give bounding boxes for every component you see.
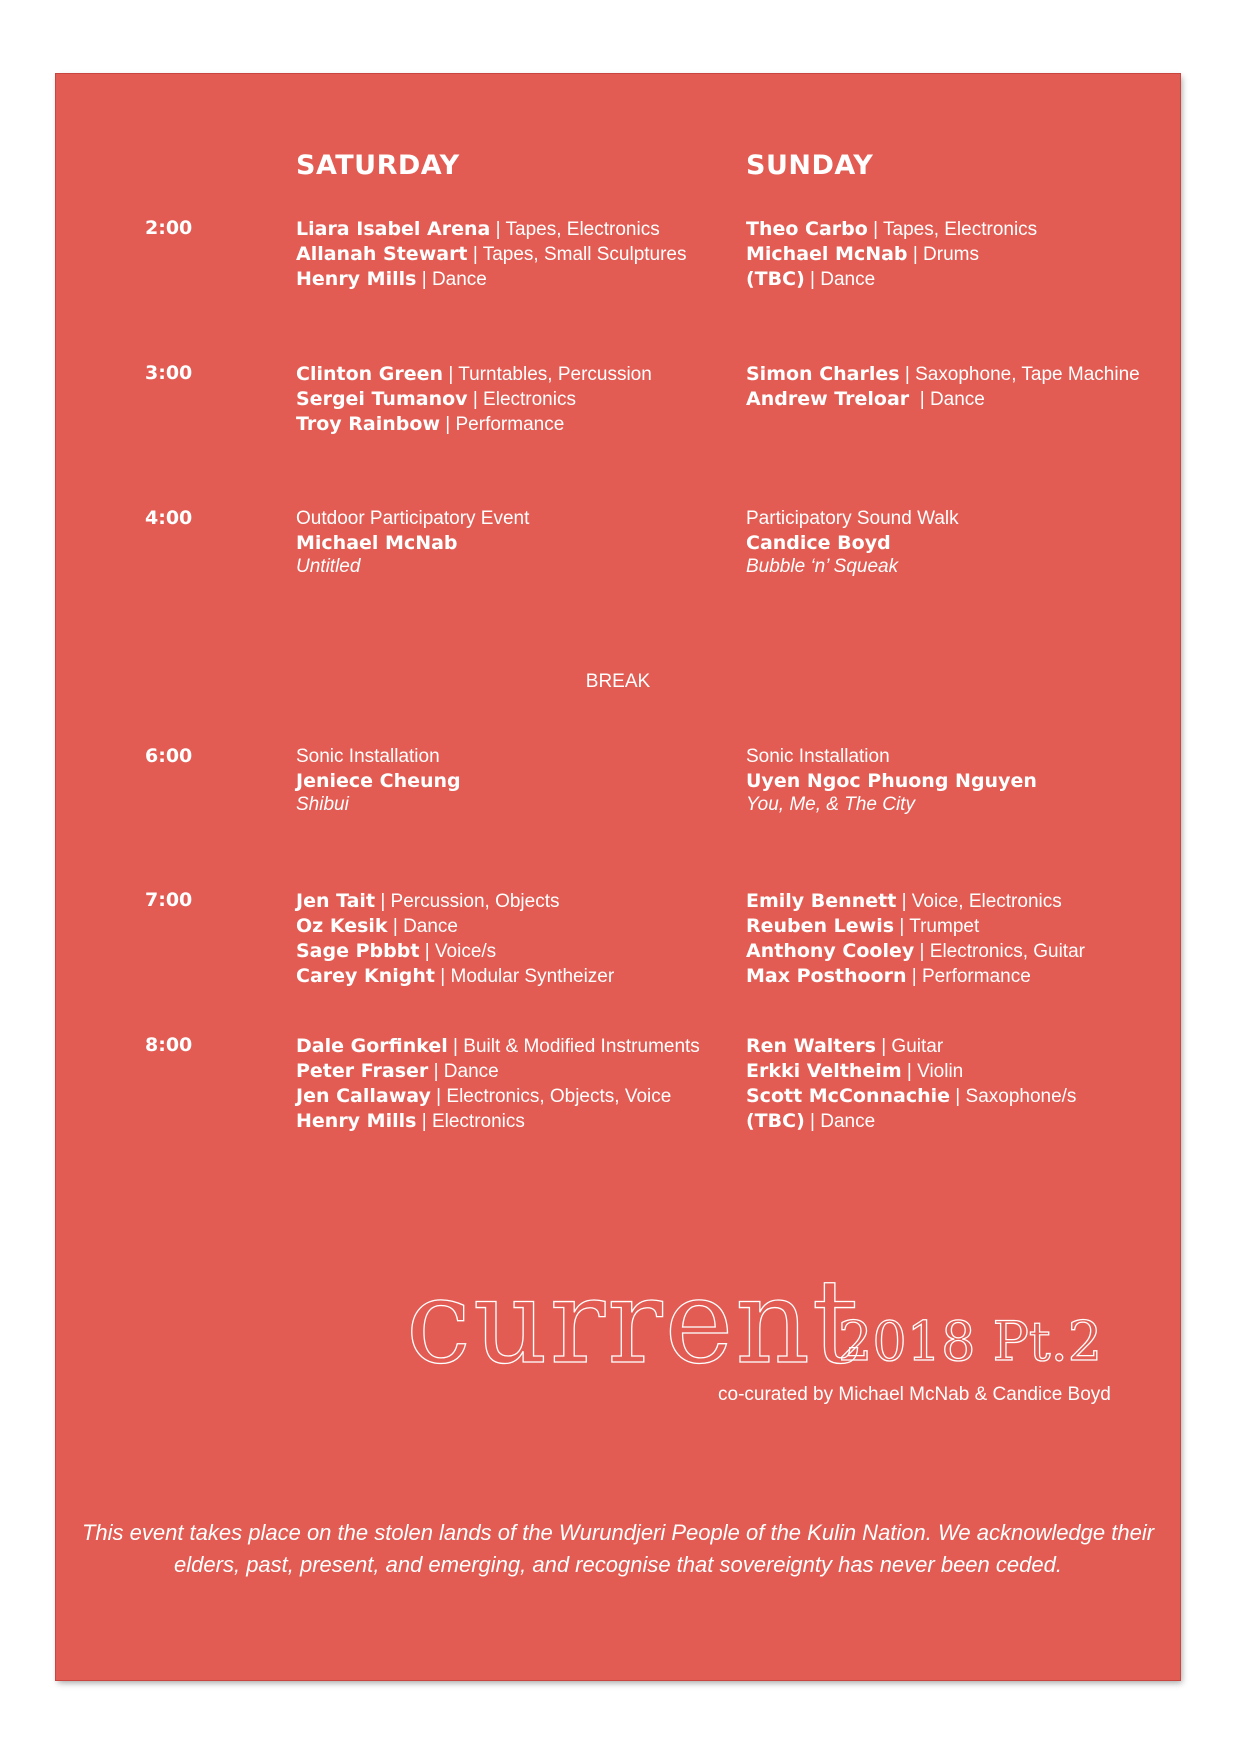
performer-name: Scott McConnachie [746,1085,951,1107]
separator: | [453,1036,458,1057]
separator: | [433,1061,439,1082]
performer-name: Sage Pbbbt [296,940,420,962]
performer-role: Violin [917,1061,964,1082]
performer-name: Reuben Lewis [746,915,895,937]
performer-name: Henry Mills [296,268,417,290]
performer-role: Performance [455,414,565,435]
separator: | [472,389,478,410]
performer-name: Jen Tait [296,890,376,912]
sunday-event [746,745,1166,817]
performer-name: Ren Walters [746,1035,876,1057]
separator: | [436,1086,442,1107]
saturday-header: SATURDAY [296,150,460,181]
slot-time: 8:00 [145,1034,193,1056]
performer-entry [746,267,1166,292]
work-title: Shibui [296,794,349,815]
sunday-event [746,507,1166,579]
saturday-event [296,745,716,817]
performer-role: Dance [929,389,985,410]
separator: | [955,1086,961,1107]
performer-name: Henry Mills [296,1110,417,1132]
sunday-lineup [746,1034,1166,1134]
event-type: Sonic Installation [746,746,890,767]
program-poster [56,74,1180,1680]
saturday-lineup [296,217,716,292]
performer-role: Tapes, Electronics [505,219,660,240]
performer-entry [296,914,716,939]
performer-role: Electronics [483,389,576,410]
separator: | [810,1111,815,1132]
performer-role: Built & Modified Instruments [463,1036,700,1057]
performer-role: Percussion, Objects [390,891,560,912]
performer-entry [296,889,716,914]
performer-name: Max Posthoorn [746,965,907,987]
performer-entry [746,914,1166,939]
separator: | [912,244,918,265]
performer-role: Saxophone/s [965,1086,1077,1107]
performer-role: Dance [820,1111,876,1132]
event-logo [406,1254,1106,1394]
performer-entry [746,1109,1166,1134]
slot-time: 4:00 [145,507,193,529]
performer-role: Tapes, Small Sculptures [482,244,687,265]
performer-role: Turntables, Percussion [458,364,652,385]
performer-entry [746,1034,1166,1059]
event-type: Outdoor Participatory Event [296,508,530,529]
saturday-lineup [296,889,716,989]
performer-role: Dance [403,916,458,937]
performer-entry [746,362,1166,387]
performer-entry [296,387,716,412]
performer-role: Guitar [891,1036,944,1057]
sunday-lineup [746,217,1166,292]
work-title: You, Me, & The City [746,794,915,815]
separator: | [380,891,386,912]
performer-entry [296,1059,716,1084]
saturday-lineup [296,362,716,437]
curators-credit: co-curated by Michael McNab & Candice Boyd [718,1384,1111,1405]
performer-name: Michael McNab [746,243,908,265]
performer-name: Clinton Green [296,363,444,385]
event-artist: Uyen Ngoc Phuong Nguyen [746,770,1037,792]
performer-role: Dance [431,269,487,290]
performer-entry [296,1084,716,1109]
performer-entry [746,964,1166,989]
slot-time: 6:00 [145,745,193,767]
event-artist: Michael McNab [296,532,458,554]
slot-time: 3:00 [145,362,193,384]
separator: | [392,916,398,937]
performer-role: Electronics [431,1111,525,1132]
break-label: BREAK [585,671,651,692]
performer-name: Theo Carbo [746,218,868,240]
performer-entry [746,217,1166,242]
event-type: Sonic Installation [296,746,440,767]
logo-edition: 2018 Pt.2 [838,1310,1103,1373]
acknowledgement-of-country: This event takes place on the stolen lands of the Wurundjeri People of the Kulin Nation. We acknowledge their elders, past, present, and emerging, and recognise that sovereignty has never been ceded. [81,1520,1155,1577]
performer-name: Emily Bennett [746,890,897,912]
performer-name: Carey Knight [296,965,435,987]
performer-role: Electronics, Objects, Voice [446,1086,672,1107]
separator: | [472,244,478,265]
performer-entry [296,412,716,437]
performer-role: Modular Syntheizer [450,966,615,987]
separator: | [448,364,454,385]
sunday-header: SUNDAY [746,150,874,181]
performer-name: Allanah Stewart [296,243,468,265]
performer-name: Liara Isabel Arena [296,218,491,240]
performer-entry [296,1034,716,1059]
slot-time: 2:00 [145,217,193,239]
performer-name: Oz Kesik [296,915,388,937]
performer-name: Simon Charles [746,363,900,385]
performer-name: Andrew Treloar [746,388,910,410]
separator: | [901,891,907,912]
separator: | [904,364,910,385]
performer-role: Trumpet [909,916,980,937]
performer-entry [746,889,1166,914]
performer-name: Sergei Tumanov [296,388,468,410]
performer-name: Erkki Veltheim [746,1060,902,1082]
performer-entry [296,362,716,387]
performer-entry [296,1109,716,1134]
sunday-lineup [746,889,1166,989]
separator: | [881,1036,887,1057]
performer-name: Dale Gorfinkel [296,1035,448,1057]
performer-role: Electronics, Guitar [929,941,1085,962]
separator: | [810,269,815,290]
separator: | [906,1061,912,1082]
performer-entry [746,1084,1166,1109]
performer-entry [746,242,1166,267]
work-title: Bubble ‘n’ Squeak [746,556,899,577]
separator: | [919,389,925,410]
separator: | [424,941,430,962]
separator: | [919,941,925,962]
event-artist: Candice Boyd [746,532,891,554]
performer-entry [746,387,1166,412]
performer-entry [296,242,716,267]
logo-word: current [406,1255,861,1390]
separator: | [440,966,446,987]
saturday-event [296,507,716,579]
performer-role: Saxophone, Tape Machine [915,364,1140,385]
separator: | [495,219,501,240]
performer-role: Drums [923,244,979,265]
slot-time: 7:00 [145,889,193,911]
performer-entry [746,1059,1166,1084]
separator: | [911,966,917,987]
separator: | [873,219,879,240]
performer-name: (TBC) [746,1110,805,1132]
sunday-lineup [746,362,1166,412]
separator: | [899,916,905,937]
separator: | [421,269,427,290]
event-type: Participatory Sound Walk [746,508,959,529]
performer-entry [746,939,1166,964]
performer-role: Dance [443,1061,499,1082]
performer-entry [296,267,716,292]
saturday-lineup [296,1034,716,1134]
performer-name: Jen Callaway [296,1085,431,1107]
performer-role: Voice/s [434,941,497,962]
performer-entry [296,964,716,989]
performer-name: (TBC) [746,268,805,290]
separator: | [421,1111,427,1132]
performer-name: Peter Fraser [296,1060,429,1082]
performer-name: Anthony Cooley [746,940,915,962]
performer-name: Troy Rainbow [296,413,440,435]
separator: | [445,414,451,435]
event-artist: Jeniece Cheung [296,770,461,792]
performer-entry [296,939,716,964]
performer-role: Dance [820,269,876,290]
performer-role: Performance [922,966,1031,987]
performer-role: Voice, Electronics [911,891,1062,912]
work-title: Untitled [296,556,361,577]
performer-role: Tapes, Electronics [883,219,1038,240]
performer-entry [296,217,716,242]
